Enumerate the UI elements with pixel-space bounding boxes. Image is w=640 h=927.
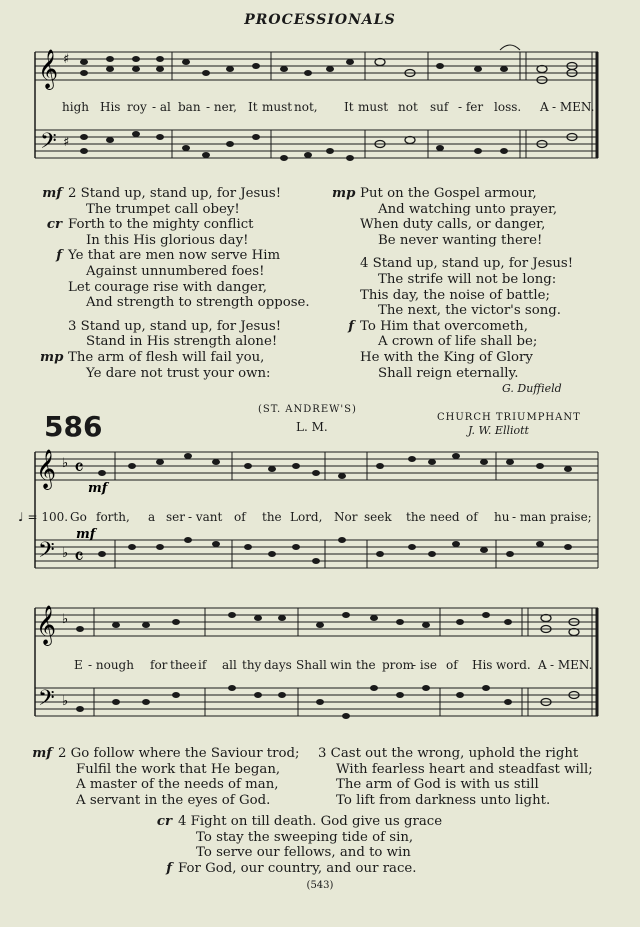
verse-line: He with the King of Glory xyxy=(360,349,533,365)
flat-icon: ♭ xyxy=(62,612,69,627)
verse-line: Ye dare not trust your own: xyxy=(86,365,271,381)
verse-line: A master of the needs of man, xyxy=(76,777,279,793)
author-credit: G. Duffield xyxy=(502,382,562,396)
composer-name: J. W. Elliott xyxy=(468,424,529,437)
verse-line: A servant in the eyes of God. xyxy=(76,792,271,808)
verse-line: mf 2 Stand up, stand up, for Jesus! xyxy=(42,186,282,201)
verse-line: Fulfil the work that He began, xyxy=(76,761,281,777)
verse-line: To serve our fellows, and to win xyxy=(196,845,411,861)
verse-line: 3 Stand up, stand up, for Jesus! xyxy=(68,318,282,334)
verse-line: Against unnumbered foes! xyxy=(86,263,265,279)
sharp-icon: ♯ xyxy=(63,52,70,67)
hymn585-verses-left xyxy=(40,186,310,381)
verse-line: In this His glorious day! xyxy=(86,232,249,248)
verse-line: The trumpet call obey! xyxy=(86,201,240,217)
verse-line: f For God, our country, and our race. xyxy=(166,860,417,876)
treble-clef-icon: 𝄞 xyxy=(38,49,59,89)
verse-line: Stand in His strength alone! xyxy=(86,334,278,350)
hymn586-verse4 xyxy=(150,814,442,876)
common-time-icon: 𝄴 xyxy=(74,456,84,481)
hymn586-verses-left xyxy=(30,746,300,808)
verse-line: Be never wanting there! xyxy=(378,232,543,248)
flat-icon: ♭ xyxy=(62,694,69,709)
verse-line: A crown of life shall be; xyxy=(378,334,538,350)
bass-clef-icon: 𝄢 xyxy=(38,538,55,568)
verse-line: cr Forth to the mighty conflict xyxy=(46,217,254,233)
tune-name: (ST. ANDREW'S) xyxy=(258,404,357,415)
bass-staff-1 xyxy=(35,130,598,158)
sharp-icon: ♯ xyxy=(63,135,70,150)
verse-line: The arm of God is with us still xyxy=(336,777,539,793)
page-number: (543) xyxy=(306,880,334,891)
bass-clef-icon: 𝄢 xyxy=(38,686,55,716)
treble-staff-1 xyxy=(35,52,598,80)
verse-line: And watching unto prayer, xyxy=(378,201,558,217)
flat-icon: ♭ xyxy=(62,456,69,471)
bass-clef-icon: 𝄢 xyxy=(40,129,57,159)
meter: L. M. xyxy=(296,420,328,434)
verse-line: 4 Stand up, stand up, for Jesus! xyxy=(360,256,574,272)
verse-line: To stay the sweeping tide of sin, xyxy=(196,829,414,845)
dynamic-marking: mf xyxy=(76,527,96,542)
composer-title: CHURCH TRIUMPHANT xyxy=(437,412,581,423)
verse-line: f To Him that overcometh, xyxy=(348,318,528,334)
flat-icon: ♭ xyxy=(62,546,69,561)
verse-line: The next, the victor's song. xyxy=(378,303,562,319)
verse-line: The strife will not be long: xyxy=(378,271,557,287)
fermata-icon xyxy=(500,45,520,50)
hymn586-verses-right xyxy=(290,746,593,808)
verse-line: With fearless heart and steadfast will; xyxy=(336,761,593,777)
verse-line: And strength to strength oppose. xyxy=(86,295,310,311)
treble-staff-3 xyxy=(35,608,598,636)
verse-line: Let courage rise with danger, xyxy=(68,279,267,295)
verse-line: This day, the noise of battle; xyxy=(360,287,550,303)
verse-line: f Ye that are men now serve Him xyxy=(56,248,281,264)
verse-line: mp Put on the Gospel armour, xyxy=(332,186,537,201)
dynamic-marking: mf xyxy=(88,481,108,496)
verse-line: 3 Cast out the wrong, uphold the right xyxy=(318,746,579,761)
page-header: PROCESSIONALS xyxy=(244,12,396,28)
hymn585-verses-right xyxy=(332,186,573,397)
verse-line: mf 2 Go follow where the Saviour trod; xyxy=(32,746,300,761)
verse-line: When duty calls, or danger, xyxy=(360,217,546,233)
verse-line: Shall reign eternally. xyxy=(378,365,519,381)
common-time-icon: 𝄴 xyxy=(74,545,84,570)
verse-line: To lift from darkness unto light. xyxy=(336,792,551,808)
treble-clef-icon: 𝄞 xyxy=(36,605,57,645)
verse-line: cr 4 Fight on till death. God give us grace xyxy=(156,814,443,829)
verse-line: mp The arm of flesh will fail you, xyxy=(40,349,265,365)
treble-clef-icon: 𝄞 xyxy=(36,449,57,489)
hymn-number: 586 xyxy=(44,410,103,443)
